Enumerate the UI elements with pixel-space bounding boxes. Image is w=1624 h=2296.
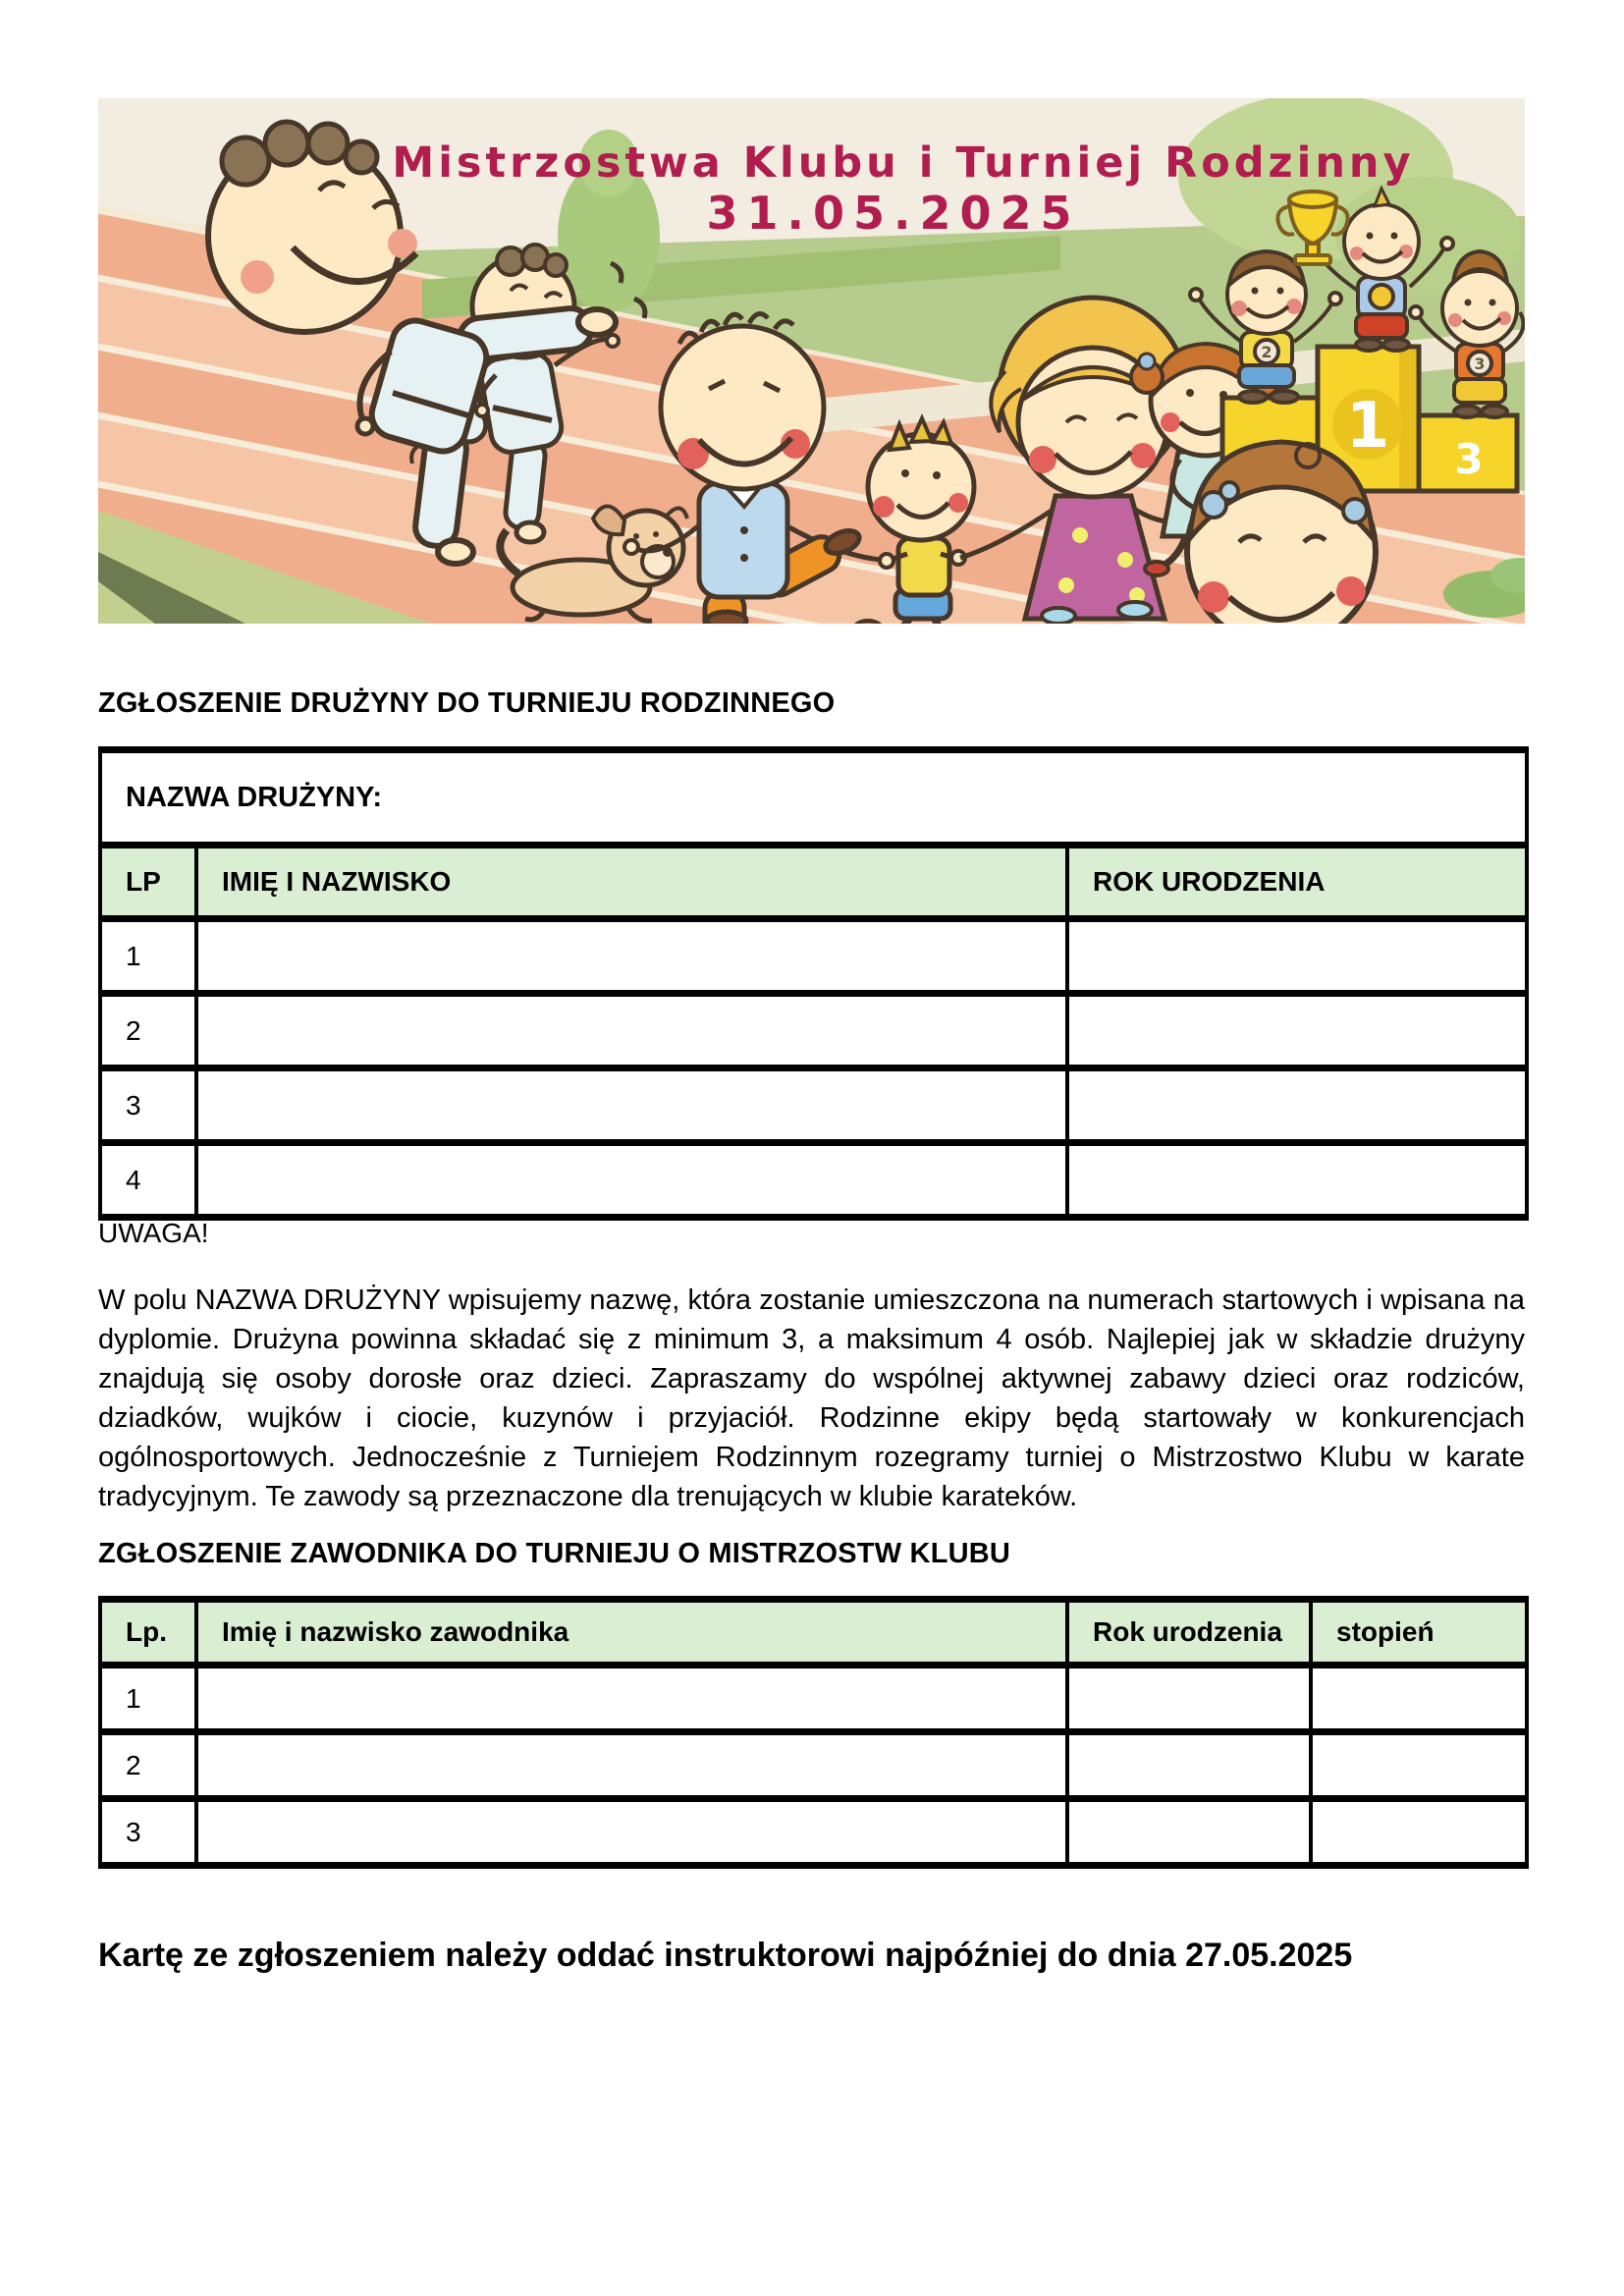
col-header-lp: Lp.	[100, 1600, 196, 1666]
team-member-name-cell	[196, 919, 1067, 994]
team-member-year-cell	[1067, 1143, 1527, 1218]
club-row-1	[100, 1666, 1527, 1732]
medal-3-label: 3	[1474, 355, 1486, 373]
team-section-heading: ZGŁOSZENIE DRUŻYNY DO TURNIEJU RODZINNEGO	[98, 687, 836, 719]
row-number: 1	[100, 919, 196, 994]
col-header-competitor-name: Imię i nazwisko zawodnika	[196, 1600, 1067, 1666]
podium-step-3-label: 3	[1454, 435, 1484, 483]
team-table-header-row	[100, 846, 1527, 919]
row-number: 2	[100, 994, 196, 1068]
banner-date: 31.05.2025	[706, 187, 1081, 240]
team-member-name-cell	[196, 994, 1067, 1068]
team-member-name-cell	[196, 1068, 1067, 1143]
row-number: 1	[100, 1666, 196, 1732]
club-row-3	[100, 1799, 1527, 1866]
competitor-year-cell	[1067, 1799, 1311, 1866]
competitor-degree-cell	[1311, 1666, 1527, 1732]
club-row-2	[100, 1732, 1527, 1799]
team-row-4	[100, 1143, 1527, 1218]
team-member-year-cell	[1067, 994, 1527, 1068]
col-header-year: Rok urodzenia	[1067, 1600, 1311, 1666]
club-section-heading: ZGŁOSZENIE ZAWODNIKA DO TURNIEJU O MISTRZOSTW KLUBU	[98, 1538, 1011, 1569]
team-member-year-cell	[1067, 919, 1527, 994]
deadline-statement: Kartę ze zgłoszeniem należy oddać instruktorowi najpóźniej do dnia 27.05.2025	[98, 1937, 1353, 1974]
medal-2-label: 2	[1261, 343, 1272, 361]
col-header-name: IMIĘ I NAZWISKO	[196, 846, 1067, 919]
competitor-degree-cell	[1311, 1799, 1527, 1866]
banner-title: Mistrzostwa Klubu i Turniej Rodzinny	[392, 138, 1415, 188]
team-entry-table	[98, 746, 1529, 1221]
competitor-degree-cell	[1311, 1732, 1527, 1799]
row-number: 4	[100, 1143, 196, 1218]
team-row-1	[100, 919, 1527, 994]
competitor-name-cell	[196, 1799, 1067, 1866]
club-table-header-row	[100, 1600, 1527, 1666]
team-member-name-cell	[196, 1143, 1067, 1218]
note-paragraph: W polu NAZWA DRUŻYNY wpisujemy nazwę, która zostanie umieszczona na numerach startowych i wpisana na dyplomie. Drużyna powinna składać się z minimum 3, a maksimum 4 osób. Najlepiej jak w składzie drużyny znajdują się osoby dorosłe oraz dzieci. Zapraszamy do wspólnej aktywnej zabawy dzieci oraz rodziców, dziadków, wujków i ciocie, kuzynów i przyjaciół. Rodzinne ekipy będą startowały w konkurencjach ogólnosportowych. Jednocześnie z Turniejem Rodzinnym rozegramy turniej o Mistrzostwo Klubu w karate tradycyjnym. Te zawody są przeznaczone dla trenujących w klubie karateków.	[98, 1285, 1525, 1512]
team-name-label: NAZWA DRUŻYNY:	[100, 750, 1527, 846]
note-label: UWAGA!	[98, 1218, 209, 1248]
row-number: 2	[100, 1732, 196, 1799]
team-member-year-cell	[1067, 1068, 1527, 1143]
banner-illustration	[98, 98, 1525, 624]
competitor-year-cell	[1067, 1666, 1311, 1732]
col-header-degree: stopień	[1311, 1600, 1527, 1666]
competitor-year-cell	[1067, 1732, 1311, 1799]
team-row-2	[100, 994, 1527, 1068]
col-header-lp: LP	[100, 846, 196, 919]
row-number: 3	[100, 1068, 196, 1143]
competitor-name-cell	[196, 1732, 1067, 1799]
club-entry-table	[98, 1596, 1529, 1869]
team-row-3	[100, 1068, 1527, 1143]
col-header-year: ROK URODZENIA	[1067, 846, 1527, 919]
podium-step-1-label: 1	[1345, 390, 1390, 463]
team-name-row	[100, 750, 1527, 846]
competitor-name-cell	[196, 1666, 1067, 1732]
girl-foreground-figure	[1187, 442, 1376, 624]
row-number: 3	[100, 1799, 196, 1866]
